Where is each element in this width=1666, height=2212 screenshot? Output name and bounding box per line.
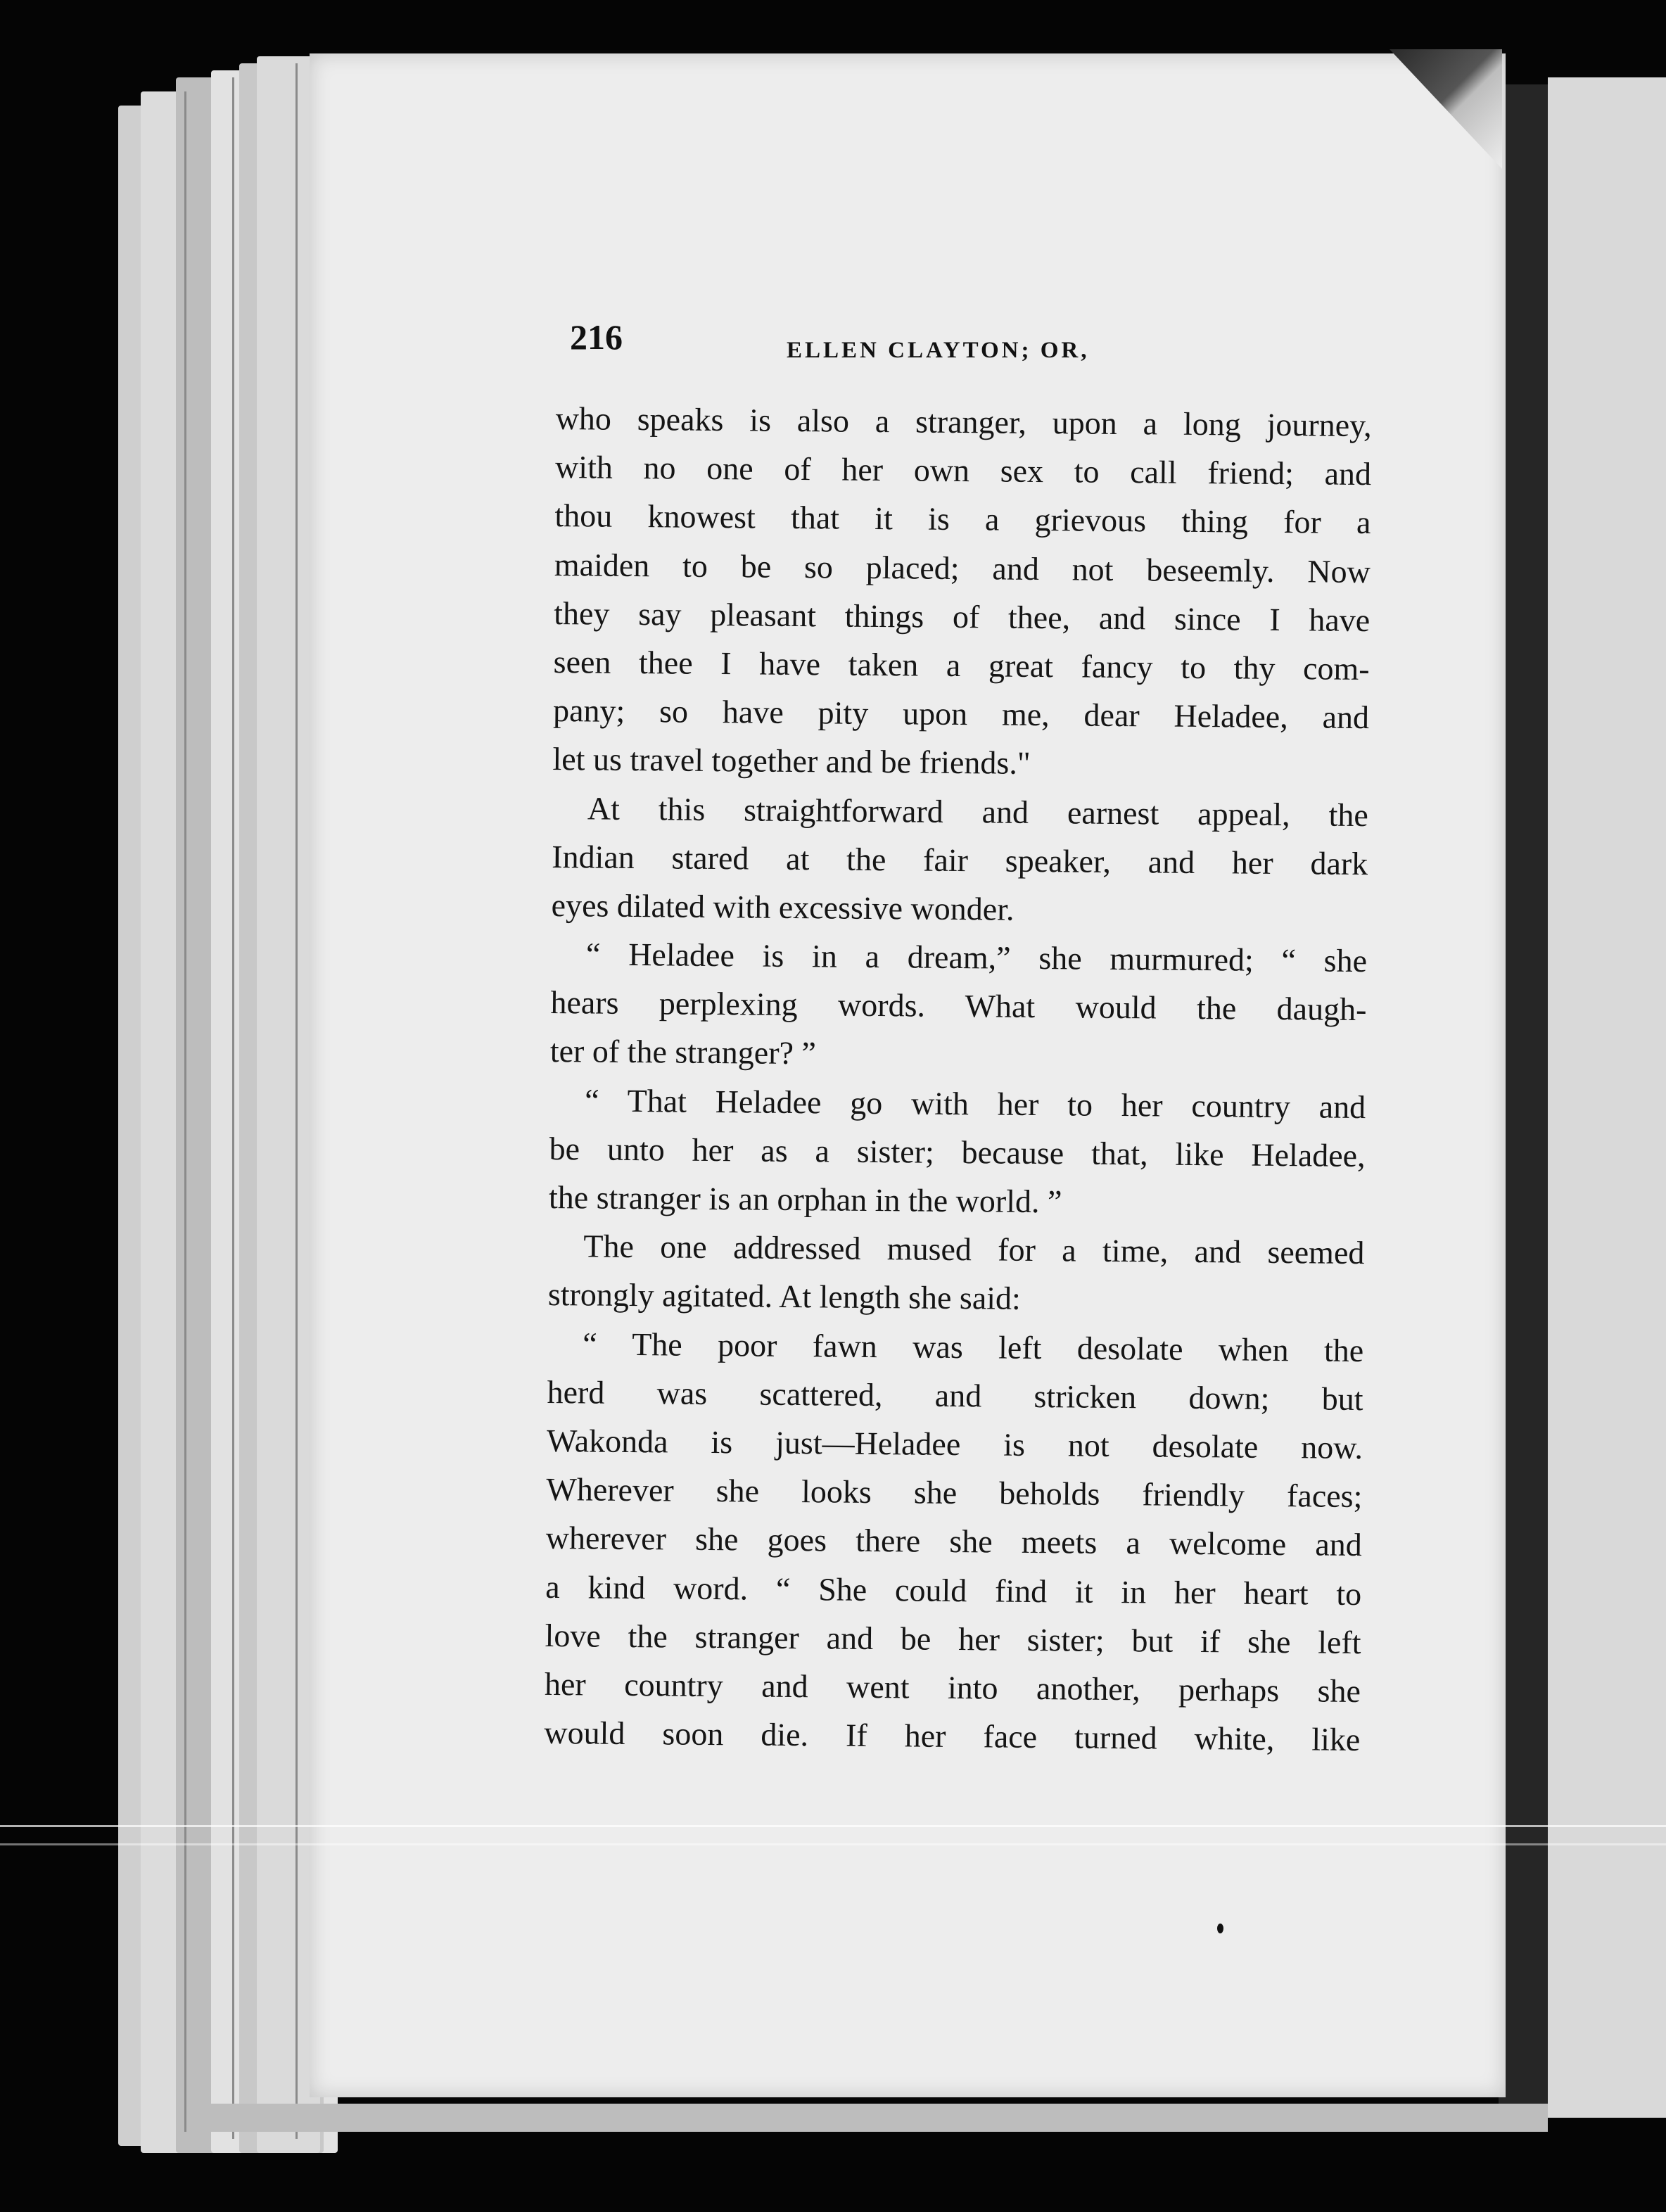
text-line: pany; so have pity upon me, dear Heladee, and	[552, 692, 1370, 736]
page-edge-line	[295, 63, 298, 2139]
text-line: they say pleasant things of thee, and since I have	[554, 595, 1371, 638]
scan-artifact-line	[0, 1825, 1666, 1827]
page-edge-line	[232, 77, 234, 2139]
text-line: the stranger is an orphan in the world. ”	[548, 1178, 1062, 1220]
text-line: Wherever she looks she beholds friendly faces;	[546, 1471, 1363, 1515]
text-line: let us travel together and be friends."	[552, 741, 1031, 782]
text-line: who speaks is also a stranger, upon a long journey,	[555, 400, 1372, 444]
text-line: “ Heladee is in a dream,” she murmured; “ she	[585, 936, 1368, 979]
text-line: strongly agitated. At length she said:	[547, 1276, 1022, 1317]
text-line: with no one of her own sex to call friend; and	[554, 449, 1372, 492]
text-line: “ The poor fawn was left desolate when the	[583, 1325, 1364, 1368]
body-text	[544, 394, 1372, 1764]
text-line: ter of the stranger? ”	[549, 1033, 817, 1072]
bottom-page-edges	[211, 2104, 1548, 2132]
text-line: be unto her as a sister; because that, like Heladee,	[549, 1130, 1366, 1174]
text-line: At this straightforward and earnest appeal, the	[587, 789, 1369, 833]
text-line: thou knowest that it is a grievous thing for a	[554, 497, 1371, 541]
text-line: a kind word. “ She could find it in her heart to	[545, 1568, 1362, 1612]
text-line: seen thee I have taken a great fancy to thy com-	[553, 643, 1370, 687]
text-line: maiden to be so placed; and not beseemly. Now	[554, 546, 1371, 590]
text-line: Wakonda is just—Heladee is not desolate now.	[546, 1422, 1363, 1466]
text-line: herd was scattered, and stricken down; but	[547, 1373, 1363, 1417]
text-line: Indian stared at the fair speaker, and her dark	[552, 838, 1368, 882]
text-line: would soon die. If her face turned white, like	[544, 1714, 1361, 1758]
text-line: her country and went into another, perhaps she	[544, 1665, 1361, 1709]
page-number: 216	[570, 317, 623, 357]
text-line: hears perplexing words. What would the daugh-	[550, 984, 1367, 1028]
scan-artifact-line	[0, 1843, 1666, 1845]
text-line: The one addressed mused for a time, and seemed	[583, 1228, 1365, 1271]
next-page-edge	[1548, 77, 1666, 2118]
ink-speck	[1217, 1924, 1223, 1933]
text-line: love the stranger and be her sister; but if she left	[545, 1617, 1361, 1660]
running-title: ELLEN CLAYTON; OR,	[787, 338, 1090, 363]
text-line: wherever she goes there she meets a welcome and	[545, 1520, 1362, 1563]
text-line: eyes dilated with excessive wonder.	[551, 886, 1015, 927]
text-line: “ That Heladee go with her to her country and	[585, 1082, 1366, 1125]
